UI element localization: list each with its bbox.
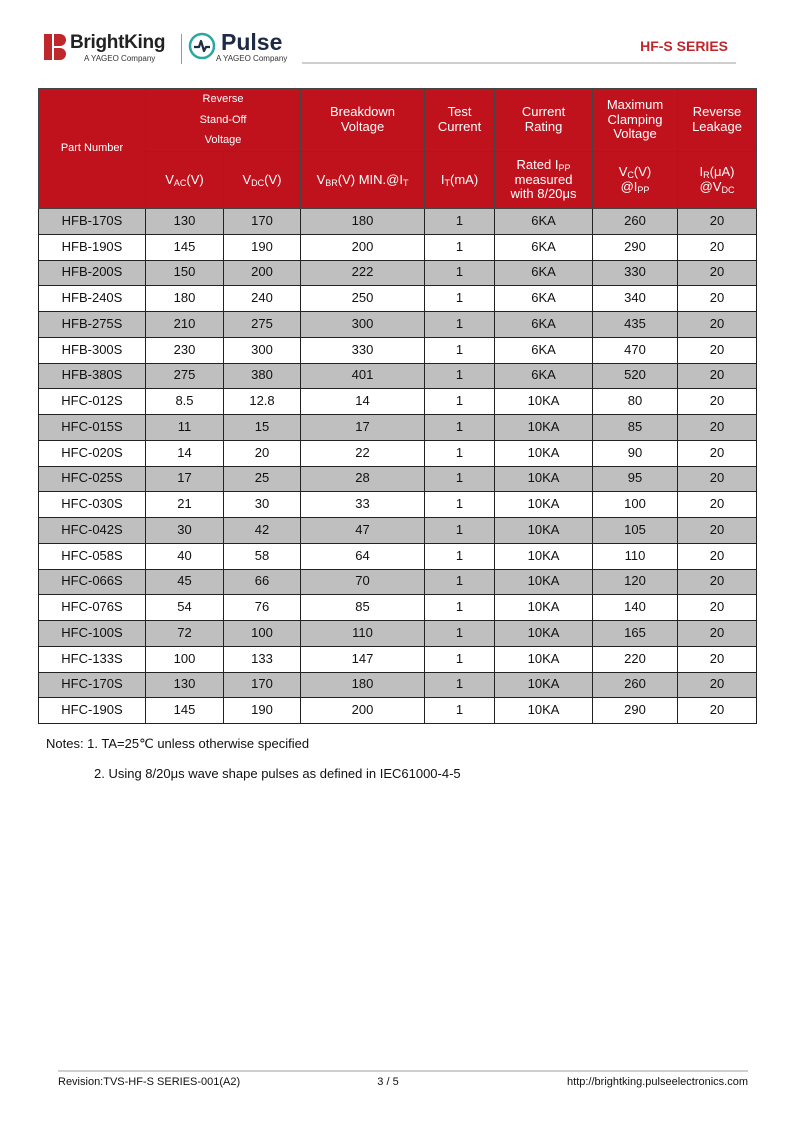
cell-vc: 105 [593, 518, 678, 544]
table-row [39, 337, 757, 363]
cell-vbr: 110 [301, 621, 425, 647]
table-row [39, 492, 757, 518]
cell-it: 1 [425, 492, 495, 518]
cell-vc: 470 [593, 337, 678, 363]
cell-ir: 20 [678, 621, 757, 647]
cell-vc: 100 [593, 492, 678, 518]
cell-vbr: 47 [301, 518, 425, 544]
cell-vbr: 70 [301, 569, 425, 595]
cell-vdc: 100 [224, 621, 301, 647]
pulse-name: Pulse [221, 29, 283, 55]
cell-it: 1 [425, 518, 495, 544]
cell-vdc: 240 [224, 286, 301, 312]
table-row [39, 595, 757, 621]
cell-vdc: 42 [224, 518, 301, 544]
cell-vc: 120 [593, 569, 678, 595]
cell-vbr: 22 [301, 440, 425, 466]
cell-part: HFB-200S [39, 260, 146, 286]
footer-rule [58, 1070, 748, 1072]
cell-vbr: 401 [301, 363, 425, 389]
cell-it: 1 [425, 389, 495, 415]
cell-vac: 54 [146, 595, 224, 621]
cell-ir: 20 [678, 234, 757, 260]
table-row [39, 621, 757, 647]
cell-vc: 260 [593, 672, 678, 698]
table-row [39, 440, 757, 466]
cell-vbr: 180 [301, 209, 425, 235]
header-line: Stand-Off [199, 113, 247, 126]
cell-it: 1 [425, 312, 495, 338]
spec-table [38, 88, 757, 724]
cell-part: HFC-015S [39, 415, 146, 441]
col-header-reverse-standoff [146, 89, 301, 152]
cell-vbr: 17 [301, 415, 425, 441]
cell-part: HFC-133S [39, 646, 146, 672]
table-row [39, 234, 757, 260]
cell-ir: 20 [678, 209, 757, 235]
cell-part: HFC-190S [39, 698, 146, 724]
table-row [39, 698, 757, 724]
cell-part: HFC-058S [39, 543, 146, 569]
cell-part: HFC-012S [39, 389, 146, 415]
cell-part: HFB-300S [39, 337, 146, 363]
cell-vbr: 85 [301, 595, 425, 621]
cell-vdc: 380 [224, 363, 301, 389]
cell-ir: 20 [678, 415, 757, 441]
cell-it: 1 [425, 234, 495, 260]
cell-it: 1 [425, 260, 495, 286]
cell-it: 1 [425, 621, 495, 647]
page-header [0, 0, 794, 70]
col-header-part-number: Part Number [39, 89, 146, 209]
cell-vdc: 25 [224, 466, 301, 492]
cell-part: HFC-025S [39, 466, 146, 492]
cell-vac: 72 [146, 621, 224, 647]
cell-vac: 17 [146, 466, 224, 492]
col-header-current-rating [495, 89, 593, 152]
cell-vbr: 64 [301, 543, 425, 569]
cell-ipp: 10KA [495, 543, 593, 569]
unit-ir: $I_R(\mu A)$ $@V_{DC}$ [678, 152, 757, 209]
cell-ipp: 10KA [495, 389, 593, 415]
table-row [39, 672, 757, 698]
unit-vbr: $V_{BR}(V)$ $MIN.@I_T$ [301, 152, 425, 209]
cell-part: HFB-275S [39, 312, 146, 338]
table-row [39, 389, 757, 415]
header-line: Breakdown [329, 104, 396, 120]
cell-part: HFB-380S [39, 363, 146, 389]
cell-it: 1 [425, 672, 495, 698]
pulse-mark-icon [188, 32, 216, 60]
cell-it: 1 [425, 569, 495, 595]
cell-vac: 180 [146, 286, 224, 312]
table-row [39, 312, 757, 338]
cell-vdc: 20 [224, 440, 301, 466]
brightking-logo [44, 32, 174, 66]
cell-vdc: 30 [224, 492, 301, 518]
cell-ir: 20 [678, 389, 757, 415]
cell-vac: 21 [146, 492, 224, 518]
cell-vdc: 76 [224, 595, 301, 621]
cell-part: HFC-030S [39, 492, 146, 518]
header-line: Voltage [340, 119, 385, 134]
cell-vbr: 33 [301, 492, 425, 518]
cell-ipp: 10KA [495, 415, 593, 441]
cell-it: 1 [425, 595, 495, 621]
table-row [39, 260, 757, 286]
header-line: Voltage [613, 126, 657, 142]
cell-ipp: 6KA [495, 234, 593, 260]
table-row [39, 415, 757, 441]
cell-ir: 20 [678, 492, 757, 518]
cell-it: 1 [425, 363, 495, 389]
cell-ipp: 6KA [495, 337, 593, 363]
cell-ir: 20 [678, 337, 757, 363]
table-row [39, 466, 757, 492]
cell-ir: 20 [678, 698, 757, 724]
cell-ipp: 10KA [495, 440, 593, 466]
cell-it: 1 [425, 286, 495, 312]
cell-vac: 130 [146, 209, 224, 235]
cell-vc: 340 [593, 286, 678, 312]
header-line: Test [447, 104, 472, 120]
cell-ipp: 10KA [495, 569, 593, 595]
unit-vc: $V_C(V)$ $@I_{PP}$ [593, 152, 678, 209]
header-line: Clamping [607, 111, 663, 127]
table-row [39, 209, 757, 235]
cell-vdc: 133 [224, 646, 301, 672]
cell-part: HFC-170S [39, 672, 146, 698]
cell-ir: 20 [678, 518, 757, 544]
cell-part: HFB-190S [39, 234, 146, 260]
cell-part: HFC-100S [39, 621, 146, 647]
cell-ipp: 10KA [495, 646, 593, 672]
cell-vc: 85 [593, 415, 678, 441]
footer-revision: Revision:TVS-HF-S SERIES-001(A2) [58, 1076, 241, 1088]
cell-vc: 110 [593, 543, 678, 569]
cell-vbr: 300 [301, 312, 425, 338]
cell-vdc: 170 [224, 209, 301, 235]
header-line: Reverse [202, 93, 244, 106]
cell-vdc: 66 [224, 569, 301, 595]
table-row [39, 569, 757, 595]
header-line: Maximum [606, 96, 664, 112]
cell-vc: 90 [593, 440, 678, 466]
cell-it: 1 [425, 466, 495, 492]
cell-vc: 80 [593, 389, 678, 415]
header-line: Current [437, 119, 482, 134]
pulse-subtitle: A YAGEO Company [216, 54, 288, 63]
cell-vac: 100 [146, 646, 224, 672]
cell-vbr: 200 [301, 234, 425, 260]
cell-ipp: 6KA [495, 312, 593, 338]
cell-vdc: 170 [224, 672, 301, 698]
cell-ipp: 6KA [495, 209, 593, 235]
logo-divider [181, 34, 182, 64]
cell-ipp: 6KA [495, 363, 593, 389]
col-header-leakage [678, 89, 757, 152]
cell-vac: 210 [146, 312, 224, 338]
brightking-mark-icon [44, 34, 66, 60]
header-line: Voltage [204, 134, 242, 147]
cell-vc: 165 [593, 621, 678, 647]
cell-part: HFB-170S [39, 209, 146, 235]
cell-it: 1 [425, 698, 495, 724]
cell-vc: 220 [593, 646, 678, 672]
cell-vbr: 147 [301, 646, 425, 672]
table-row [39, 286, 757, 312]
cell-part: HFC-076S [39, 595, 146, 621]
unit-ipp: Rated $I_{PP}$ measured with 8/20μs [495, 152, 593, 209]
cell-ir: 20 [678, 466, 757, 492]
cell-vdc: 12.8 [224, 389, 301, 415]
cell-vac: 45 [146, 569, 224, 595]
cell-ir: 20 [678, 440, 757, 466]
cell-vc: 520 [593, 363, 678, 389]
cell-vbr: 180 [301, 672, 425, 698]
cell-vbr: 200 [301, 698, 425, 724]
cell-vc: 435 [593, 312, 678, 338]
header-line: Current [521, 104, 566, 120]
table-row [39, 646, 757, 672]
note-1: Notes: 1. TA=25℃ unless otherwise specified [46, 736, 310, 751]
brightking-name: BrightKing [70, 32, 166, 53]
spec-table-body [39, 209, 757, 724]
cell-vc: 95 [593, 466, 678, 492]
cell-ir: 20 [678, 543, 757, 569]
cell-part: HFC-042S [39, 518, 146, 544]
cell-vc: 260 [593, 209, 678, 235]
cell-it: 1 [425, 415, 495, 441]
cell-vc: 290 [593, 234, 678, 260]
table-row [39, 543, 757, 569]
cell-vac: 145 [146, 234, 224, 260]
col-header-test-current [425, 89, 495, 152]
cell-vdc: 15 [224, 415, 301, 441]
cell-ipp: 10KA [495, 466, 593, 492]
cell-vdc: 58 [224, 543, 301, 569]
series-title: HF-S SERIES [640, 38, 728, 54]
cell-ir: 20 [678, 312, 757, 338]
cell-vdc: 200 [224, 260, 301, 286]
cell-ipp: 6KA [495, 260, 593, 286]
cell-ipp: 10KA [495, 672, 593, 698]
cell-vac: 145 [146, 698, 224, 724]
header-line: Rating [524, 119, 563, 134]
cell-ir: 20 [678, 363, 757, 389]
cell-vdc: 300 [224, 337, 301, 363]
cell-ipp: 10KA [495, 595, 593, 621]
header-line: Reverse [692, 104, 742, 120]
cell-vac: 130 [146, 672, 224, 698]
table-row [39, 363, 757, 389]
cell-vdc: 190 [224, 698, 301, 724]
pulse-logo [188, 30, 308, 66]
footer-url[interactable]: http://brightking.pulseelectronics.com [567, 1076, 748, 1088]
cell-vac: 11 [146, 415, 224, 441]
cell-part: HFC-066S [39, 569, 146, 595]
cell-vac: 14 [146, 440, 224, 466]
cell-ipp: 10KA [495, 518, 593, 544]
col-header-breakdown [301, 89, 425, 152]
cell-vdc: 275 [224, 312, 301, 338]
cell-vac: 8.5 [146, 389, 224, 415]
cell-part: HFC-020S [39, 440, 146, 466]
cell-vac: 150 [146, 260, 224, 286]
cell-ir: 20 [678, 646, 757, 672]
cell-vc: 290 [593, 698, 678, 724]
cell-it: 1 [425, 646, 495, 672]
cell-vbr: 14 [301, 389, 425, 415]
cell-ipp: 10KA [495, 621, 593, 647]
cell-vbr: 222 [301, 260, 425, 286]
cell-it: 1 [425, 337, 495, 363]
cell-vac: 40 [146, 543, 224, 569]
cell-ir: 20 [678, 260, 757, 286]
cell-ipp: 10KA [495, 698, 593, 724]
cell-part: HFB-240S [39, 286, 146, 312]
cell-ir: 20 [678, 286, 757, 312]
cell-ir: 20 [678, 569, 757, 595]
cell-vc: 140 [593, 595, 678, 621]
cell-vac: 275 [146, 363, 224, 389]
cell-vac: 230 [146, 337, 224, 363]
unit-it: $I_T(mA)$ [425, 152, 495, 209]
header-rule [302, 62, 736, 64]
cell-ipp: 6KA [495, 286, 593, 312]
footer-page-number: 3 / 5 [377, 1076, 399, 1088]
note-2: 2. Using 8/20μs wave shape pulses as defined in IEC61000-4-5 [94, 766, 461, 781]
cell-vbr: 28 [301, 466, 425, 492]
cell-vdc: 190 [224, 234, 301, 260]
cell-ipp: 10KA [495, 492, 593, 518]
cell-it: 1 [425, 440, 495, 466]
cell-it: 1 [425, 209, 495, 235]
cell-it: 1 [425, 543, 495, 569]
col-header-clamping [593, 89, 678, 152]
brightking-subtitle: A YAGEO Company [84, 54, 156, 63]
cell-ir: 20 [678, 595, 757, 621]
cell-vac: 30 [146, 518, 224, 544]
unit-vac: $V_{AC}(V)$ [146, 152, 224, 209]
cell-vbr: 330 [301, 337, 425, 363]
cell-vbr: 250 [301, 286, 425, 312]
table-row [39, 518, 757, 544]
cell-ir: 20 [678, 672, 757, 698]
cell-vc: 330 [593, 260, 678, 286]
header-line: Leakage [692, 119, 742, 134]
unit-vdc: $V_{DC}(V)$ [224, 152, 301, 209]
